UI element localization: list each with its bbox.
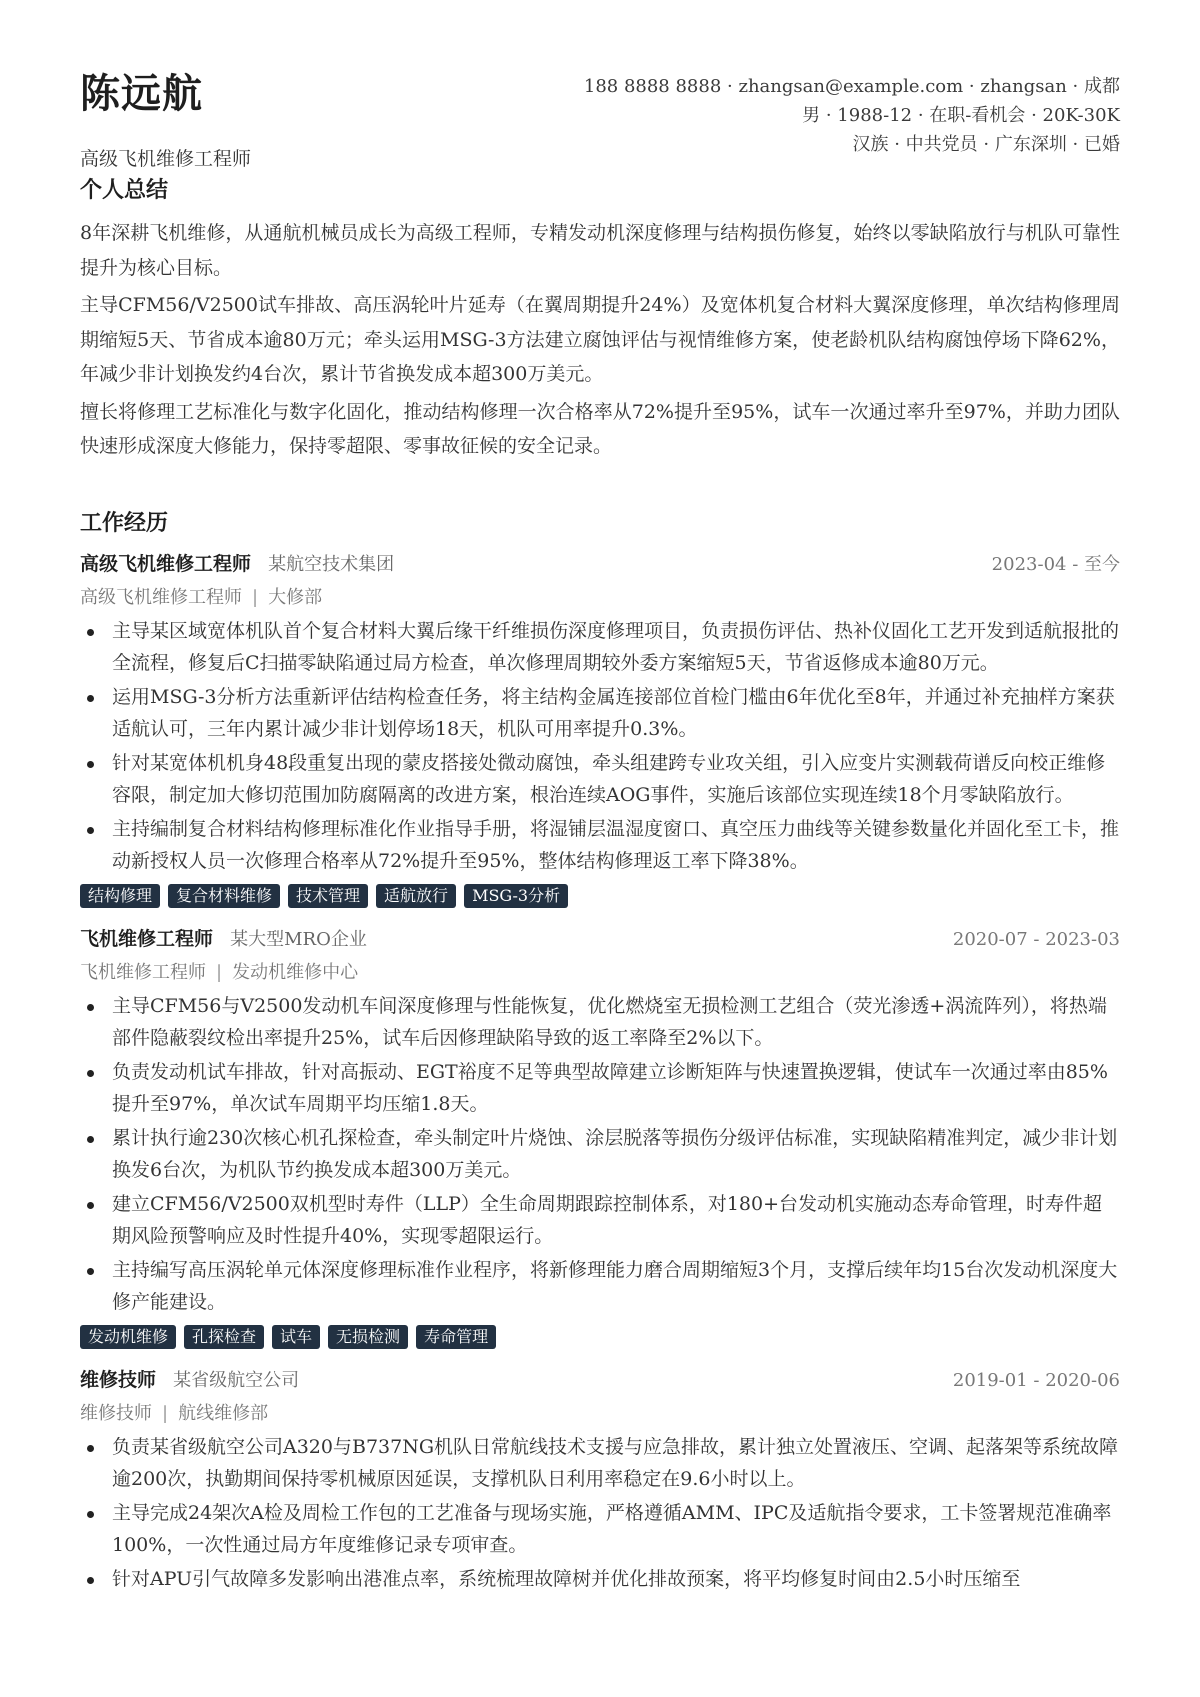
skill-tag: 发动机维修 <box>80 1325 176 1349</box>
contact-line-1: 188 8888 8888 · zhangsan@example.com · zhangsan · 成都 <box>583 76 1120 97</box>
list-item: 针对某宽体机机身48段重复出现的蒙皮搭接处微动腐蚀，牵头组建跨专业攻关组，引入应变片实测载荷谱反向校正维修容限，制定加大修切范围加防腐隔离的改进方案，根治连续AOG事件，实施后该部位实现连续18个月零缺陷放行。 <box>80 747 1120 812</box>
summary-title: 个人总结 <box>80 177 169 203</box>
job-bullets <box>80 615 1120 878</box>
job-department: 大修部 <box>268 586 323 608</box>
work-section <box>80 506 1120 1596</box>
job-company: 某省级航空公司 <box>173 1369 300 1391</box>
skill-tag: 无损检测 <box>328 1325 408 1349</box>
list-item: 累计执行逾230次核心机孔探检查，牵头制定叶片烧蚀、涂层脱落等损伤分级评估标准，实现缺陷精准判定，减少非计划换发6台次，为机队节约换发成本超300万美元。 <box>80 1122 1120 1187</box>
skill-tag: 结构修理 <box>80 884 160 908</box>
skill-tag: MSG-3分析 <box>464 884 568 908</box>
list-item: 建立CFM56/V2500双机型时寿件（LLP）全生命周期跟踪控制体系，对180+台发动机实施动态寿命管理，时寿件超期风险预警响应及时性提升40%，实现零超限运行。 <box>80 1188 1120 1253</box>
summary-paragraph: 主导CFM56/V2500试车排故、高压涡轮叶片延寿（在翼周期提升24%）及宽体机复合材料大翼深度修理，单次结构修理周期缩短5天、节省成本逾80万元；牵头运用MSG-3方法建立腐蚀评估与视情维修方案，使老龄机队结构腐蚀停场下降62%，年减少非计划换发约4台次，累计节省换发成本超300万美元。 <box>80 294 1120 385</box>
job-period: 2020-07 - 2023-03 <box>952 928 1120 950</box>
list-item: 负责某省级航空公司A320与B737NG机队日常航线技术支援与应急排故，累计独立处置液压、空调、起落架等系统故障逾200次，执勤期间保持零机械原因延误，支撑机队日利用率稳定在9.6小时以上。 <box>80 1431 1120 1496</box>
job-header <box>80 549 1120 581</box>
job-entry <box>80 924 1120 1349</box>
job-bullets <box>80 1431 1120 1596</box>
contact-line-3: 汉族 · 中共党员 · 广东深圳 · 已婚 <box>852 134 1120 155</box>
skill-tag: 孔探检查 <box>184 1325 264 1349</box>
job-department: 发动机维修中心 <box>232 961 359 983</box>
candidate-name: 陈远航 <box>80 70 203 117</box>
summary-paragraphs <box>80 216 1120 464</box>
list-item: 针对APU引气故障多发影响出港准点率，系统梳理故障树并优化排故预案，将平均修复时间由2.5小时压缩至 <box>80 1563 1120 1596</box>
job-position: 维修技师 <box>80 1402 152 1424</box>
job-period: 2019-01 - 2020-06 <box>952 1369 1120 1391</box>
job-position: 高级飞机维修工程师 <box>80 586 242 608</box>
job-header <box>80 924 1120 956</box>
skill-tags <box>80 884 1120 908</box>
job-period: 2023-04 - 至今 <box>991 553 1120 575</box>
separator: | <box>252 586 259 608</box>
job-title: 高级飞机维修工程师 <box>80 552 252 575</box>
work-title: 工作经历 <box>80 509 169 536</box>
separator: | <box>162 1402 169 1424</box>
job-title: 飞机维修工程师 <box>80 927 214 950</box>
list-item: 主导某区域宽体机队首个复合材料大翼后缘干纤维损伤深度修理项目，负责损伤评估、热补仪固化工艺开发到适航报批的全流程，修复后C扫描零缺陷通过局方检查，单次修理周期较外委方案缩短5天，节省返修成本逾80万元。 <box>80 615 1120 680</box>
job-title: 维修技师 <box>80 1368 157 1391</box>
contact-line-2: 男 · 1988-12 · 在职-看机会 · 20K-30K <box>802 105 1120 126</box>
list-item: 主导完成24架次A检及周检工作包的工艺准备与现场实施，严格遵循AMM、IPC及适航指令要求，工卡签署规范准确率100%，一次性通过局方年度维修记录专项审查。 <box>80 1497 1120 1562</box>
skill-tag: 技术管理 <box>288 884 368 908</box>
resume-header <box>80 66 1120 176</box>
skill-tag: 寿命管理 <box>416 1325 496 1349</box>
contact-info <box>584 72 1120 159</box>
job-subtitle <box>80 581 1120 615</box>
job-company: 某大型MRO企业 <box>230 928 367 950</box>
skill-tag: 复合材料维修 <box>168 884 280 908</box>
job-department: 航线维修部 <box>178 1402 269 1424</box>
job-entry <box>80 549 1120 908</box>
skill-tags <box>80 1325 1120 1349</box>
summary-section <box>80 173 1120 464</box>
job-position: 飞机维修工程师 <box>80 961 206 983</box>
list-item: 主持编写高压涡轮单元体深度修理标准作业程序，将新修理能力磨合周期缩短3个月，支撑后续年均15台次发动机深度大修产能建设。 <box>80 1254 1120 1319</box>
skill-tag: 试车 <box>272 1325 320 1349</box>
summary-paragraph: 8年深耕飞机维修，从通航机械员成长为高级工程师，专精发动机深度修理与结构损伤修复，始终以零缺陷放行与机队可靠性提升为核心目标。 <box>80 222 1120 279</box>
job-bullets <box>80 990 1120 1319</box>
job-subtitle <box>80 1397 1120 1431</box>
list-item: 负责发动机试车排故，针对高振动、EGT裕度不足等典型故障建立诊断矩阵与快速置换逻辑，使试车一次通过率由85%提升至97%，单次试车周期平均压缩1.8天。 <box>80 1056 1120 1121</box>
job-header <box>80 1365 1120 1397</box>
job-company: 某航空技术集团 <box>268 553 395 575</box>
separator: | <box>216 961 223 983</box>
job-entry <box>80 1365 1120 1596</box>
summary-paragraph: 擅长将修理工艺标准化与数字化固化，推动结构修理一次合格率从72%提升至95%，试车一次通过率升至97%，并助力团队快速形成深度大修能力，保持零超限、零事故征候的安全记录。 <box>80 400 1120 457</box>
skill-tag: 适航放行 <box>376 884 456 908</box>
list-item: 主导CFM56与V2500发动机车间深度修理与性能恢复，优化燃烧室无损检测工艺组合（荧光渗透+涡流阵列），将热端部件隐蔽裂纹检出率提升25%，试车后因修理缺陷导致的返工率降至2%以下。 <box>80 990 1120 1055</box>
list-item: 运用MSG-3分析方法重新评估结构检查任务，将主结构金属连接部位首检门槛由6年优化至8年，并通过补充抽样方案获适航认可，三年内累计减少非计划停场18天，机队可用率提升0.3%。 <box>80 681 1120 746</box>
list-item: 主持编制复合材料结构修理标准化作业指导手册，将湿铺层温湿度窗口、真空压力曲线等关键参数量化并固化至工卡，推动新授权人员一次修理合格率从72%提升至95%，整体结构修理返工率下降38%。 <box>80 813 1120 878</box>
job-subtitle <box>80 956 1120 990</box>
candidate-role: 高级飞机维修工程师 <box>80 148 252 170</box>
